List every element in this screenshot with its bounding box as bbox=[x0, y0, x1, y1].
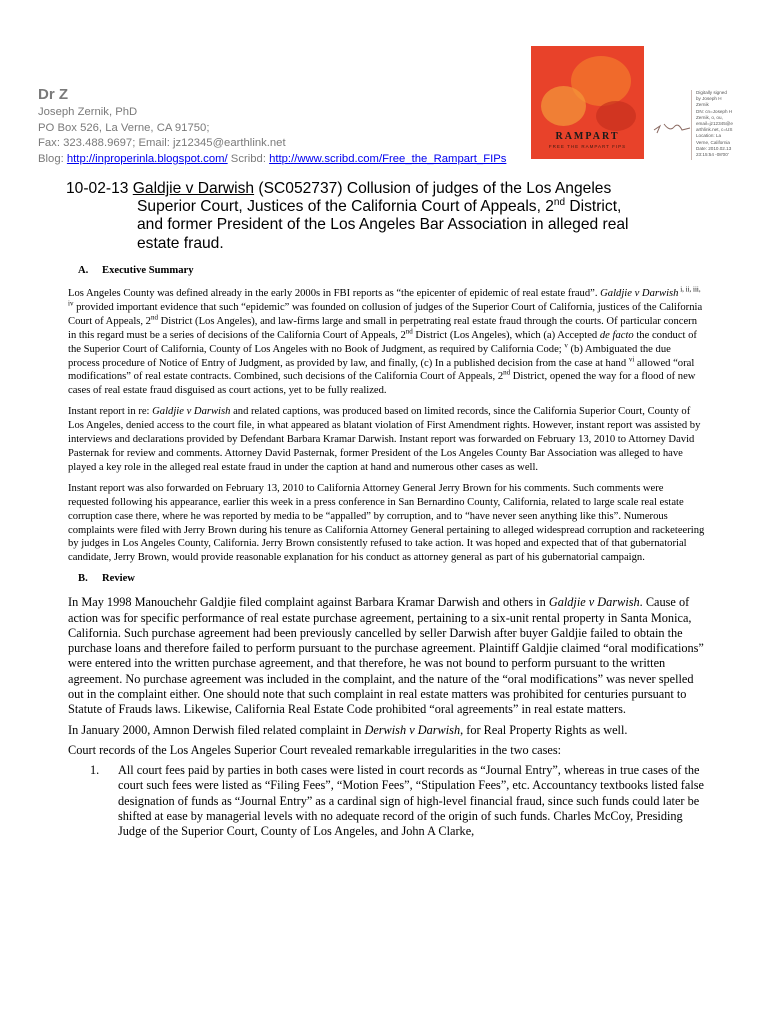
author-links bbox=[38, 152, 558, 168]
review-paragraph-3: Court records of the Los Angeles Superior Court revealed remarkable irregularities in the two cases: bbox=[68, 742, 562, 757]
signature-divider bbox=[691, 90, 692, 160]
author-full-name: Joseph Zernik, PhD bbox=[38, 106, 138, 118]
digital-signature-info: Digitally signed by Joseph H Zernik DN: cn=Joseph H Zernik, o, ou, email=jz12345@e arthlink.net, c=US Location: La Verne, California Date: 2010.02.13 23:15:54 -08'00' bbox=[696, 90, 733, 158]
rampart-logo bbox=[531, 46, 644, 159]
logo-tagline: FREE THE RAMPART FIPS bbox=[548, 144, 627, 149]
scribd-label: Scribd: bbox=[227, 152, 270, 165]
document-body bbox=[68, 264, 705, 840]
review-paragraph-2: In January 2000, Amnon Derwish filed related complaint in Derwish v Darwish, for Real Property Rights as well. bbox=[68, 722, 628, 737]
logo-wordmark: RAMPART bbox=[555, 131, 620, 142]
list-item: 1. All court fees paid by parties in both cases were listed in court records as “Journal Entry”, whereas in true cases of the court such fees were listed as “Filing Fees”, “Motion Fees”, “Stipulation Fees”, etc. Accountancy textbooks listed false designation of funds as “Journal Entry” as a cardinal sign of high-level financial fraud, since such funds could later be shifted at ease by managerial levels with no adequate record of the origin of such funds. Charles McCoy, Presiding Judge of the Superior Court, County of Los Angeles, and John A Clarke, bbox=[90, 763, 704, 839]
blog-label: Blog: bbox=[38, 152, 67, 165]
author-address: PO Box 526, La Verne, CA 91750; bbox=[38, 121, 210, 134]
section-heading-summary: A. Executive Summary bbox=[78, 265, 194, 276]
author-short-name: Dr Z bbox=[38, 86, 68, 103]
summary-paragraph-3: Instant report was also forwarded on February 13, 2010 to California Attorney General Jerry Brown for his comments. Such comments were requested following his appearance, earlier this week in a press conference in San Bernardino County, California, related to large scale real estate corruption case there, where he was reported by media to be “appalled” by corruption, and to “have never seen anything like this”. Numerous complaints were filed with Jerry Brown during his tenure as California Attorney General pertaining to alleged widespread corruption and racketeering by judges in Los Angeles County, California. Jerry Brown consistently refused to take action. It was hoped and expected that of that gubernatorial candidate, Jerry Brown, would provide reasonable explanation for his conduct as attorney general as part of his gubernatorial campaign. bbox=[68, 482, 705, 564]
section-heading-review: B. Review bbox=[78, 573, 135, 585]
signature-scribble-icon bbox=[652, 118, 692, 140]
author-header bbox=[38, 86, 558, 167]
scribd-link[interactable]: http://www.scribd.com/Free_the_Rampart_FIPs bbox=[269, 152, 507, 165]
author-contact: Fax: 323.488.9697; Email: jz12345@earthlink.net bbox=[38, 137, 286, 150]
summary-paragraph-2: Instant report in re: Galdjie v Darwish and related captions, was produced based on limited records, since the California Superior Court, County of Los Angeles, denied access to the court file, in what appeared as blatant violation of First Amendment rights. However, instant report was assisted by interviews and declarations provided by Defendant Barbara Kramar Darwish. Instant report was forwarded on February 13, 2010 to Attorney David Pasternak for review and comments. Attorney David Pasternak, former President of the Los Angeles County Bar Association was alleged to have played a key role in the alleged real estate fraud in under the caption at hand and numerous other cases as well. bbox=[68, 406, 701, 473]
blog-link[interactable]: http://inproperinla.blogspot.com/ bbox=[66, 152, 228, 165]
case-name-link: Galdjie v Darwish bbox=[132, 180, 255, 197]
summary-paragraph-1: Los Angeles County was defined already in the early 2000s in FBI reports as “the epicenter of epidemic of real estate fraud”. Galdjie v Darwish $^{i, ii, iii, iv}$ provided important evidence that such “epidemic” was founded on collusion of judges of the Superior Court of California, justices of the California Court of Appeals, 2nd District (Los Angeles), and law-firms large and small in perpetrating real estate fraud through the courts. Of particular concern in this regard must be a series of decisions of the California Court of Appeals, 2nd District (Los Angeles), which (a) Accepted de facto the conduct of the Superior Court of California, County of Los Angeles with no Book of Judgment, as required by California Code; $^v$ (b) Ambiguated the due process procedure of Notice of Entry of Judgment, as provided by law, and finally, (c) In a published decision from the case at hand $^{vi}$ allowed “oral modifications” of real estate contracts. Combined, such decisions of the California Court of Appeals, 2nd District, opened the way for a flood of new cases of real estate fraud disguised as court actions, yet to be fully realized. bbox=[68, 285, 703, 397]
review-paragraph-1: In May 1998 Manouchehr Galdjie filed complaint against Barbara Kramar Darwish and others in Galdjie v Darwish. Cause of action was for specific performance of real estate purchase agreement, pertaining to a six-unit rental property in Santa Monica, California. Such purchase agreement had been previously cancelled by seller Darwish after buyer Galdjie failed to obtain the purchase loans and therefore failed to perform pursuant to the purchase agreement. Plaintiff Galdjie claimed “oral modifications” were entered into the written purchase agreement, and that therefore, he was not bound to perform pursuant to the written agreement. No purchase agreement was included in the complaint, and the nature of the “oral modifications” was never spelled out in the complaint either. One should note that such complaint in real estate matters was prohibited for centuries pursuant to Statute of Frauds laws. Likewise, California Real Estate Code prohibited “oral agreements” in real estate matters. bbox=[68, 595, 704, 717]
document-title: 10-02-13 Galdjie v Darwish (SC052737) Collusion of judges of the Los Angeles Superior Court, Justices of the California Court of Appeals, 2nd District, and former President of the Los Angeles Bar Association in alleged real estate fraud. bbox=[66, 180, 629, 252]
